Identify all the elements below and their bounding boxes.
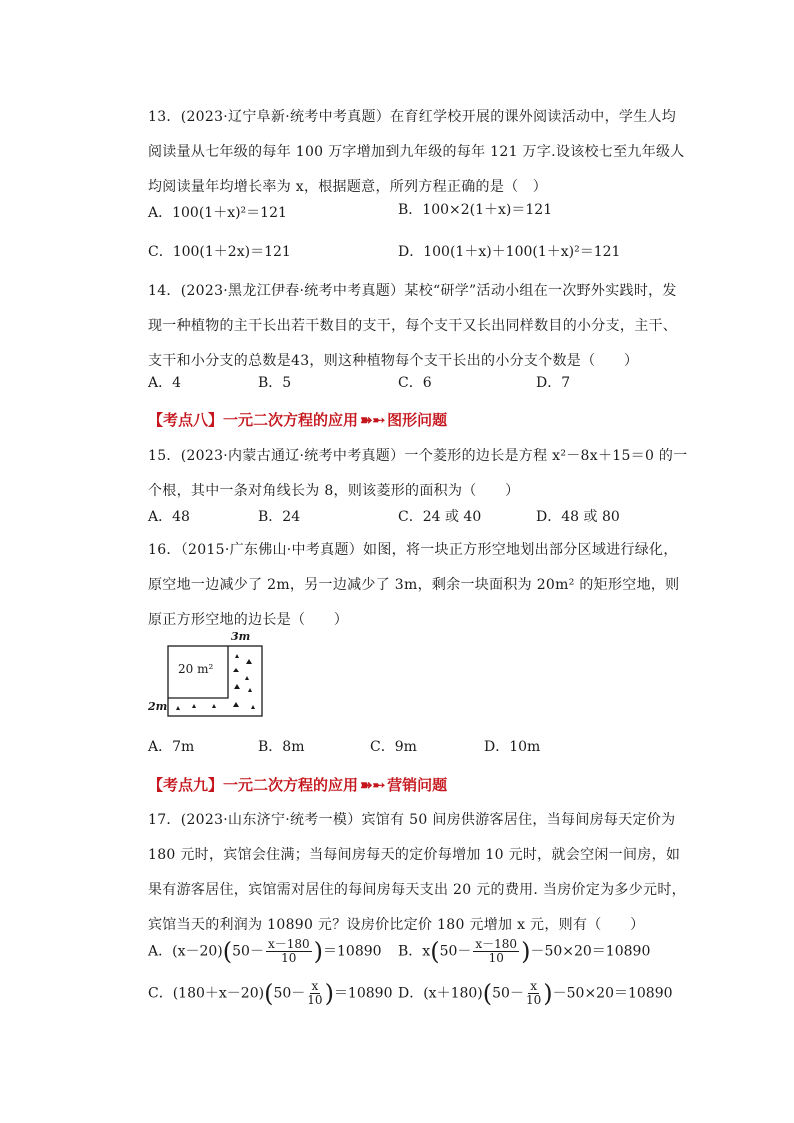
close-paren: ) bbox=[313, 937, 324, 966]
q15-option-c[interactable]: C．24 或 40 bbox=[398, 509, 482, 525]
q15-option-a[interactable]: A．48 bbox=[148, 509, 190, 525]
q14-option-d[interactable]: D．7 bbox=[536, 375, 571, 391]
open-paren: ( bbox=[482, 979, 493, 1008]
fraction bbox=[526, 980, 541, 1007]
close-paren: ) bbox=[521, 937, 531, 966]
section-heading-8 bbox=[148, 409, 447, 430]
q15-stem: 15．(2023·内蒙古通辽·统考中考真题）一个菱形的边长是方程 x²－8x＋15＝0 的一个根，其中一条对角线长为 8，则该菱形的面积为（ ） bbox=[148, 448, 688, 499]
q17-option-c[interactable] bbox=[148, 980, 392, 1007]
section-heading-9 bbox=[148, 774, 447, 795]
q17-c-term: 50－ bbox=[273, 985, 306, 1002]
q17-b-factor: B．x bbox=[398, 943, 431, 960]
q17-d-rhs: －50×20＝10890 bbox=[552, 985, 673, 1002]
open-paren: ( bbox=[264, 979, 274, 1008]
denominator: 10 bbox=[281, 951, 297, 965]
figure-label-2m: 2m bbox=[148, 700, 168, 713]
section-9-topic: 营销问题 bbox=[387, 776, 448, 794]
q15-option-b[interactable]: B．24 bbox=[258, 509, 301, 525]
denominator: 10 bbox=[307, 993, 323, 1007]
q13-stem: 13．(2023·辽宁阜新·统考中考真题）在育红学校开展的课外阅读活动中，学生人均阅读量从七年级的每年 100 万字增加到九年级的每年 121 万字.设该校七至九年级人均阅读量年均增长率为 x，根据题意，所列方程正确的是（ ） bbox=[148, 109, 685, 195]
q15-option-d[interactable]: D．48 或 80 bbox=[536, 509, 620, 525]
q16-stem: 16．（2015·广东佛山·中考真题）如图，将一块正方形空地划出部分区域进行绿化，原空地一边减少了 2m，另一边减少了 3m，剩余一块面积为 20m² 的矩形空地，则原正方形空地的边长是（ ） bbox=[148, 542, 680, 628]
q14-option-a[interactable]: A．4 bbox=[148, 375, 182, 391]
q17-a-factor: A．(x－20) bbox=[148, 943, 223, 960]
open-paren: ( bbox=[222, 937, 233, 966]
q17-d-term: 50－ bbox=[492, 985, 524, 1002]
q17-stem: 17．(2023·山东济宁·统考一模）宾馆有 50 间房供游客居住，当每间房每天定价为 180 元时，宾馆会住满；当每间房每天的定价每增加 10 元时，就会空闲一间房，如果有游客居住，宾馆需对居住的每间房每天支出 20 元的费用. 当房价定为多少元时，宾馆当天的利润为 10890 元？设房价比定价 180 元增加 x 元，则有（ ） bbox=[148, 812, 686, 933]
close-paren: ) bbox=[543, 979, 553, 1008]
q16-option-c[interactable]: C．9m bbox=[370, 739, 417, 755]
close-paren: ) bbox=[324, 979, 334, 1008]
q17-c-rhs: ＝10890 bbox=[333, 985, 393, 1002]
double-arrow-icon: ➽➸ bbox=[360, 776, 386, 794]
q13-option-a[interactable]: A．100(1＋x)²＝121 bbox=[148, 205, 287, 221]
q17-a-term: 50－ bbox=[232, 943, 264, 960]
figure-area-label: 20 m² bbox=[178, 662, 214, 676]
denominator: 10 bbox=[488, 951, 504, 965]
q17-option-a[interactable] bbox=[148, 938, 382, 965]
q13-option-b[interactable]: B．100×2(1＋x)＝121 bbox=[398, 202, 553, 218]
fraction bbox=[473, 938, 519, 965]
q17-c-factor: C．(180＋x－20) bbox=[148, 985, 265, 1002]
open-paren: ( bbox=[430, 937, 440, 966]
q14-option-b[interactable]: B．5 bbox=[258, 375, 292, 391]
q16-figure bbox=[148, 628, 268, 724]
section-8-title: 【考点八】一元二次方程的应用 bbox=[148, 411, 359, 429]
q14-option-c[interactable]: C．6 bbox=[398, 375, 432, 391]
fraction bbox=[307, 980, 322, 1007]
numerator: x－180 bbox=[267, 937, 310, 951]
q16-option-a[interactable]: A．7m bbox=[148, 739, 195, 755]
q17-option-d[interactable] bbox=[398, 980, 673, 1007]
numerator: x bbox=[311, 979, 319, 993]
q17-d-factor: D．(x＋180) bbox=[398, 985, 483, 1002]
q17-b-rhs: －50×20＝10890 bbox=[530, 943, 651, 960]
q13-option-d[interactable]: D．100(1＋x)＋100(1＋x)²＝121 bbox=[398, 244, 621, 260]
q17-b-term: 50－ bbox=[439, 943, 472, 960]
section-9-title: 【考点九】一元二次方程的应用 bbox=[148, 776, 359, 794]
q17-option-b[interactable] bbox=[398, 938, 650, 965]
numerator: x bbox=[530, 979, 537, 993]
fraction bbox=[266, 938, 312, 965]
figure-label-3m: 3m bbox=[231, 630, 251, 643]
numerator: x－180 bbox=[475, 937, 518, 951]
section-8-topic: 图形问题 bbox=[387, 411, 448, 429]
double-arrow-icon: ➽➸ bbox=[360, 411, 386, 429]
q13-option-c[interactable]: C．100(1＋2x)＝121 bbox=[148, 244, 291, 260]
q17-a-rhs: ＝10890 bbox=[323, 943, 382, 960]
q16-option-b[interactable]: B．8m bbox=[258, 739, 305, 755]
q14-stem: 14．(2023·黑龙江伊春·统考中考真题）某校“研学”活动小组在一次野外实践时，发现一种植物的主干长出若干数目的支干，每个支干又长出同样数目的小分支，主干、支干和小分支的总数是43，则这种植物每个支干长出的小分支个数是（ ） bbox=[148, 283, 678, 369]
denominator: 10 bbox=[525, 993, 542, 1007]
q16-option-d[interactable]: D．10m bbox=[484, 739, 541, 755]
